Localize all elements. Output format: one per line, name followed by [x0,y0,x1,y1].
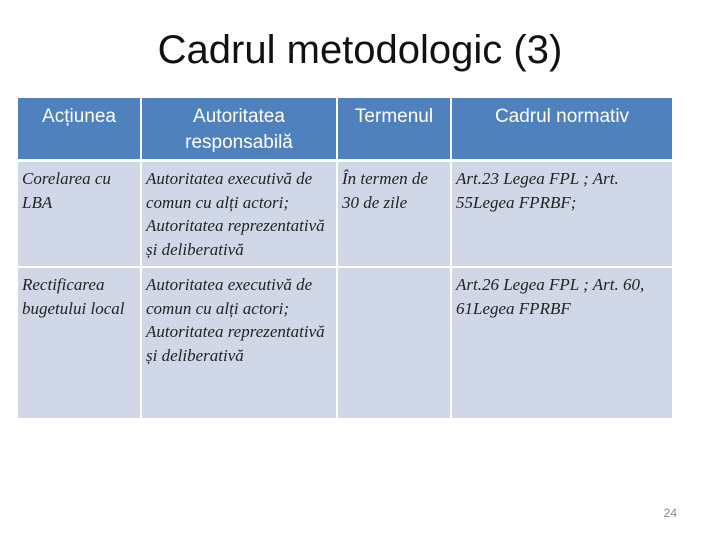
cell-authority: Autoritatea executivă de comun cu alți actori; Autoritatea reprezentativă și deliberativă [141,267,337,419]
cell-legal-framework: Art.23 Legea FPL ; Art. 55Legea FPRBF; [451,161,672,268]
page-title: Cadrul metodologic (3) [157,28,563,72]
cell-authority: Autoritatea executivă de comun cu alți actori; Autoritatea reprezentativă și deliberativă [141,161,337,268]
methodology-table [18,98,672,420]
page-number: 24 [663,506,677,520]
column-header-legal-framework: Cadrul normativ [451,98,672,161]
column-header-deadline: Termenul [337,98,451,161]
column-header-authority: Autoritatea responsabilă [141,98,337,161]
column-header-action: Acțiunea [18,98,141,161]
table-row [18,161,672,268]
table-header-row [18,98,672,161]
cell-deadline [337,267,451,419]
cell-deadline: În termen de 30 de zile [337,161,451,268]
cell-action: Rectificarea bugetului local [18,267,141,419]
cell-action: Corelarea cu LBA [18,161,141,268]
cell-legal-framework: Art.26 Legea FPL ; Art. 60, 61Legea FPRBF [451,267,672,419]
table-row [18,267,672,419]
